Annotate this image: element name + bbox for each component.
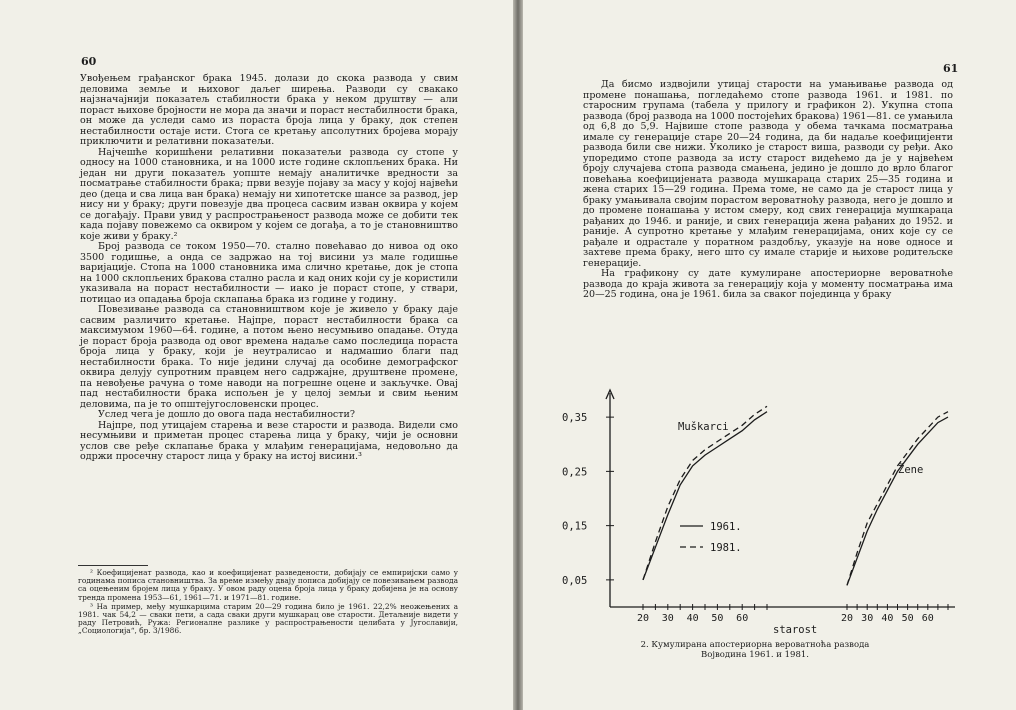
x-tick-label: 40 bbox=[686, 613, 699, 624]
x-tick-labels bbox=[637, 613, 934, 624]
y-tick-label: 0,15 bbox=[562, 520, 588, 533]
y-tick-label: 0,05 bbox=[562, 574, 588, 587]
paragraph: Најпре, под утицајем старења и везе старости и развода. Видели смо несумњиви и приметан процес старења лица у браку, чији је основни услов све ређе склапање брака у млађим генерацијама, недовољно да одржи просечну старост лица у браку на истој висини.³ bbox=[80, 419, 458, 462]
panel-label-zene: Žene bbox=[898, 464, 924, 476]
chart-axes bbox=[606, 390, 955, 610]
divorce-probability-chart bbox=[560, 385, 960, 635]
series-line-1961-muskarci bbox=[643, 412, 767, 580]
caption-title: 2. Кумулирана апостериорна вероватноћа развода bbox=[640, 640, 870, 650]
y-tick-label: 0,25 bbox=[562, 466, 588, 479]
footnote-rule bbox=[78, 565, 148, 566]
x-tick-label: 30 bbox=[661, 613, 674, 624]
series-line-1981-zene bbox=[847, 412, 948, 586]
page-number-left: 60 bbox=[81, 55, 97, 68]
footnotes bbox=[78, 565, 458, 637]
x-tick-label: 50 bbox=[711, 613, 724, 624]
paragraph: Увођењем грађанског брака 1945. долази до скока развода у свим деловима земље и њиховог даљег ширења. Разводи су свакако најзначајнији показатељ стабилности брака у неком друштву — али пораст њихове бројности не мора да значи и пораст нестабилности брака, он може да уследи само из пораста броја лица у браку, док степен нестабилности остаје исти. Стога се кретању апсолутних бројева морају приключити и релативни показатељи. bbox=[80, 73, 458, 147]
left-body-text bbox=[80, 74, 458, 463]
series-line-1961-zene bbox=[847, 417, 948, 585]
x-tick-label: 50 bbox=[901, 613, 914, 624]
paragraph: Број развода се током 1950—70. стално повећавао до нивоа од око 3500 годишње, а онда се задржао на тој висини уз мале годишње варијације. Стопа на 1000 становника има слично кретање, док је стопа на 1000 склопљених бракова стално расла и кад оних који су је користили указивала на пораст нестабилности — иако је пораст стопе, у ствари, потицао из опадања броја склапања брака из године у годину. bbox=[80, 241, 458, 305]
x-tick-label: 60 bbox=[921, 613, 934, 624]
x-tick-label: 20 bbox=[840, 613, 854, 624]
x-axis-label: starost bbox=[773, 624, 818, 635]
x-tick-label: 20 bbox=[636, 613, 650, 624]
footnote: ² Коефицијенат развода, као и коефицијенат разведености, добијају се емпиријски само у годинама пописа становништва. За време између двају пописа добијају се повезивањем развода са оцењеним бројем лица у браку. У овом раду оцена броја лица у браку добијена је на основу тренда промена 1953—61, 1961—71. и 1971—81. године. bbox=[78, 568, 458, 602]
y-tick-labels bbox=[562, 412, 587, 587]
caption-region: Војводина 1961. и 1981. bbox=[701, 650, 809, 660]
chart-lines bbox=[643, 406, 948, 585]
x-tick-label: 40 bbox=[881, 613, 894, 624]
footnote: ³ На пример, међу мушкарцима старим 20—29 година било је 1961. 22,2% неожењених а 1981. чак 54,2 — сваки пети, а сада сваки други мушкарац ове старости. Детаљније видети у раду Петровић, Ружа: Регионалне разлике у распрострањености целибата у Југославији, „Социологија“, бр. 3/1986. bbox=[78, 601, 458, 636]
panel-label-muskarci: Muškarci bbox=[678, 421, 729, 433]
paragraph: Најчешће коришћени релативни показатељи развода су стопе у односу на 1000 становника, и на 1000 исте године склопљених брака. Ни један ни други показатељ уопште немају аналитичке вредности за посматрање стабилности брака; први везује појаву за масу у којој највећи део (деца и сва лица ван брака) немају ни хипотетске шансе за развод, јер нису ни у браку; други повезује два процеса сасвим изван оквира у којем се догађају. Прави увид у распрострањеност развода може се добити тек када појаву повежемо са оквиром у којем се догађа, а то је становништво које живи у браку.² bbox=[80, 146, 458, 242]
book-gutter bbox=[513, 0, 523, 710]
paragraph: Да бисмо издвојили утицај старости на умањивање развода од промене понашања, погледаћемо стопе развода 1961. и 1981. по старосним групама (табела у прилогу и графикон 2). Укупна стопа развода (број развода на 1000 постојећих бракова) 1961—81. се умањила од 6,8 до 5,9. Највише стопе развода у обема тачкама посматрања имале су генерације старе 20—24 година, да би надаље коефицијенти развода били све нижи. Уколико је старост виша, разводи су ређи. Ако упоредимо стопе развода за исту старост видећемо да је у највећем броју случајева стопа развода смањена, једино је дошло до врло благог повећања коефицијената развода мушкараца старих 25—35 година и жена старих 15—29 година. Према томе, не само да је старост лица у браку умањивала својим порастом вероватноћу развода, него је дошло и до промене понашања у истом смеру, код свих генерација мушкараца рађаних до 1946. и раније, и свих генерација жена рађаних до 1952. и раније. А супротно кретање у млађим генерацијама, оних које су се рађале и одрастале у поратном раздобљу, указује на нове односе и захтеве према браку, него што су имале старије и њихове родитељске генерације. bbox=[583, 79, 953, 269]
right-body-text bbox=[583, 80, 953, 301]
paragraph: Услед чега је дошло до овога пада нестабилности? bbox=[98, 409, 355, 420]
legend-label-1981: 1981. bbox=[710, 542, 742, 554]
figure-caption bbox=[630, 640, 880, 660]
x-tick-label: 30 bbox=[861, 613, 874, 624]
legend-label-1961: 1961. bbox=[710, 521, 742, 533]
paragraph: Повезивање развода са становништвом које је живело у браку даје сасвим различито кретање. Најпре, пораст нестабилности брака са максимумом 1960—64. године, а потом њено несумњиво опадање. Отуда је пораст броја развода од овог времена надаље само последица пораста броја лица у браку, који је неутралисао и надмашио благи пад нестабилности брака. То није једини случај да особине демографског оквира делују супротним правцем него садржајне, друштвене промене, па невођење рачуна о томе наводи на погрешне оцене и закључке. Овај пад нестабилности брака испољен је у целој земљи и свим њеним деловима, па је то општејугословенски процес. bbox=[80, 304, 458, 410]
x-tick-label: 60 bbox=[736, 613, 749, 624]
paragraph: На графикону су дате кумулиране апостериорне вероватноће развода до краја живота за генерацију која у моменту посматрања има 20—25 година, она је 1961. била за сваког појединца у браку bbox=[583, 268, 953, 300]
page-number-right: 61 bbox=[943, 62, 959, 75]
y-tick-label: 0,35 bbox=[562, 412, 588, 425]
